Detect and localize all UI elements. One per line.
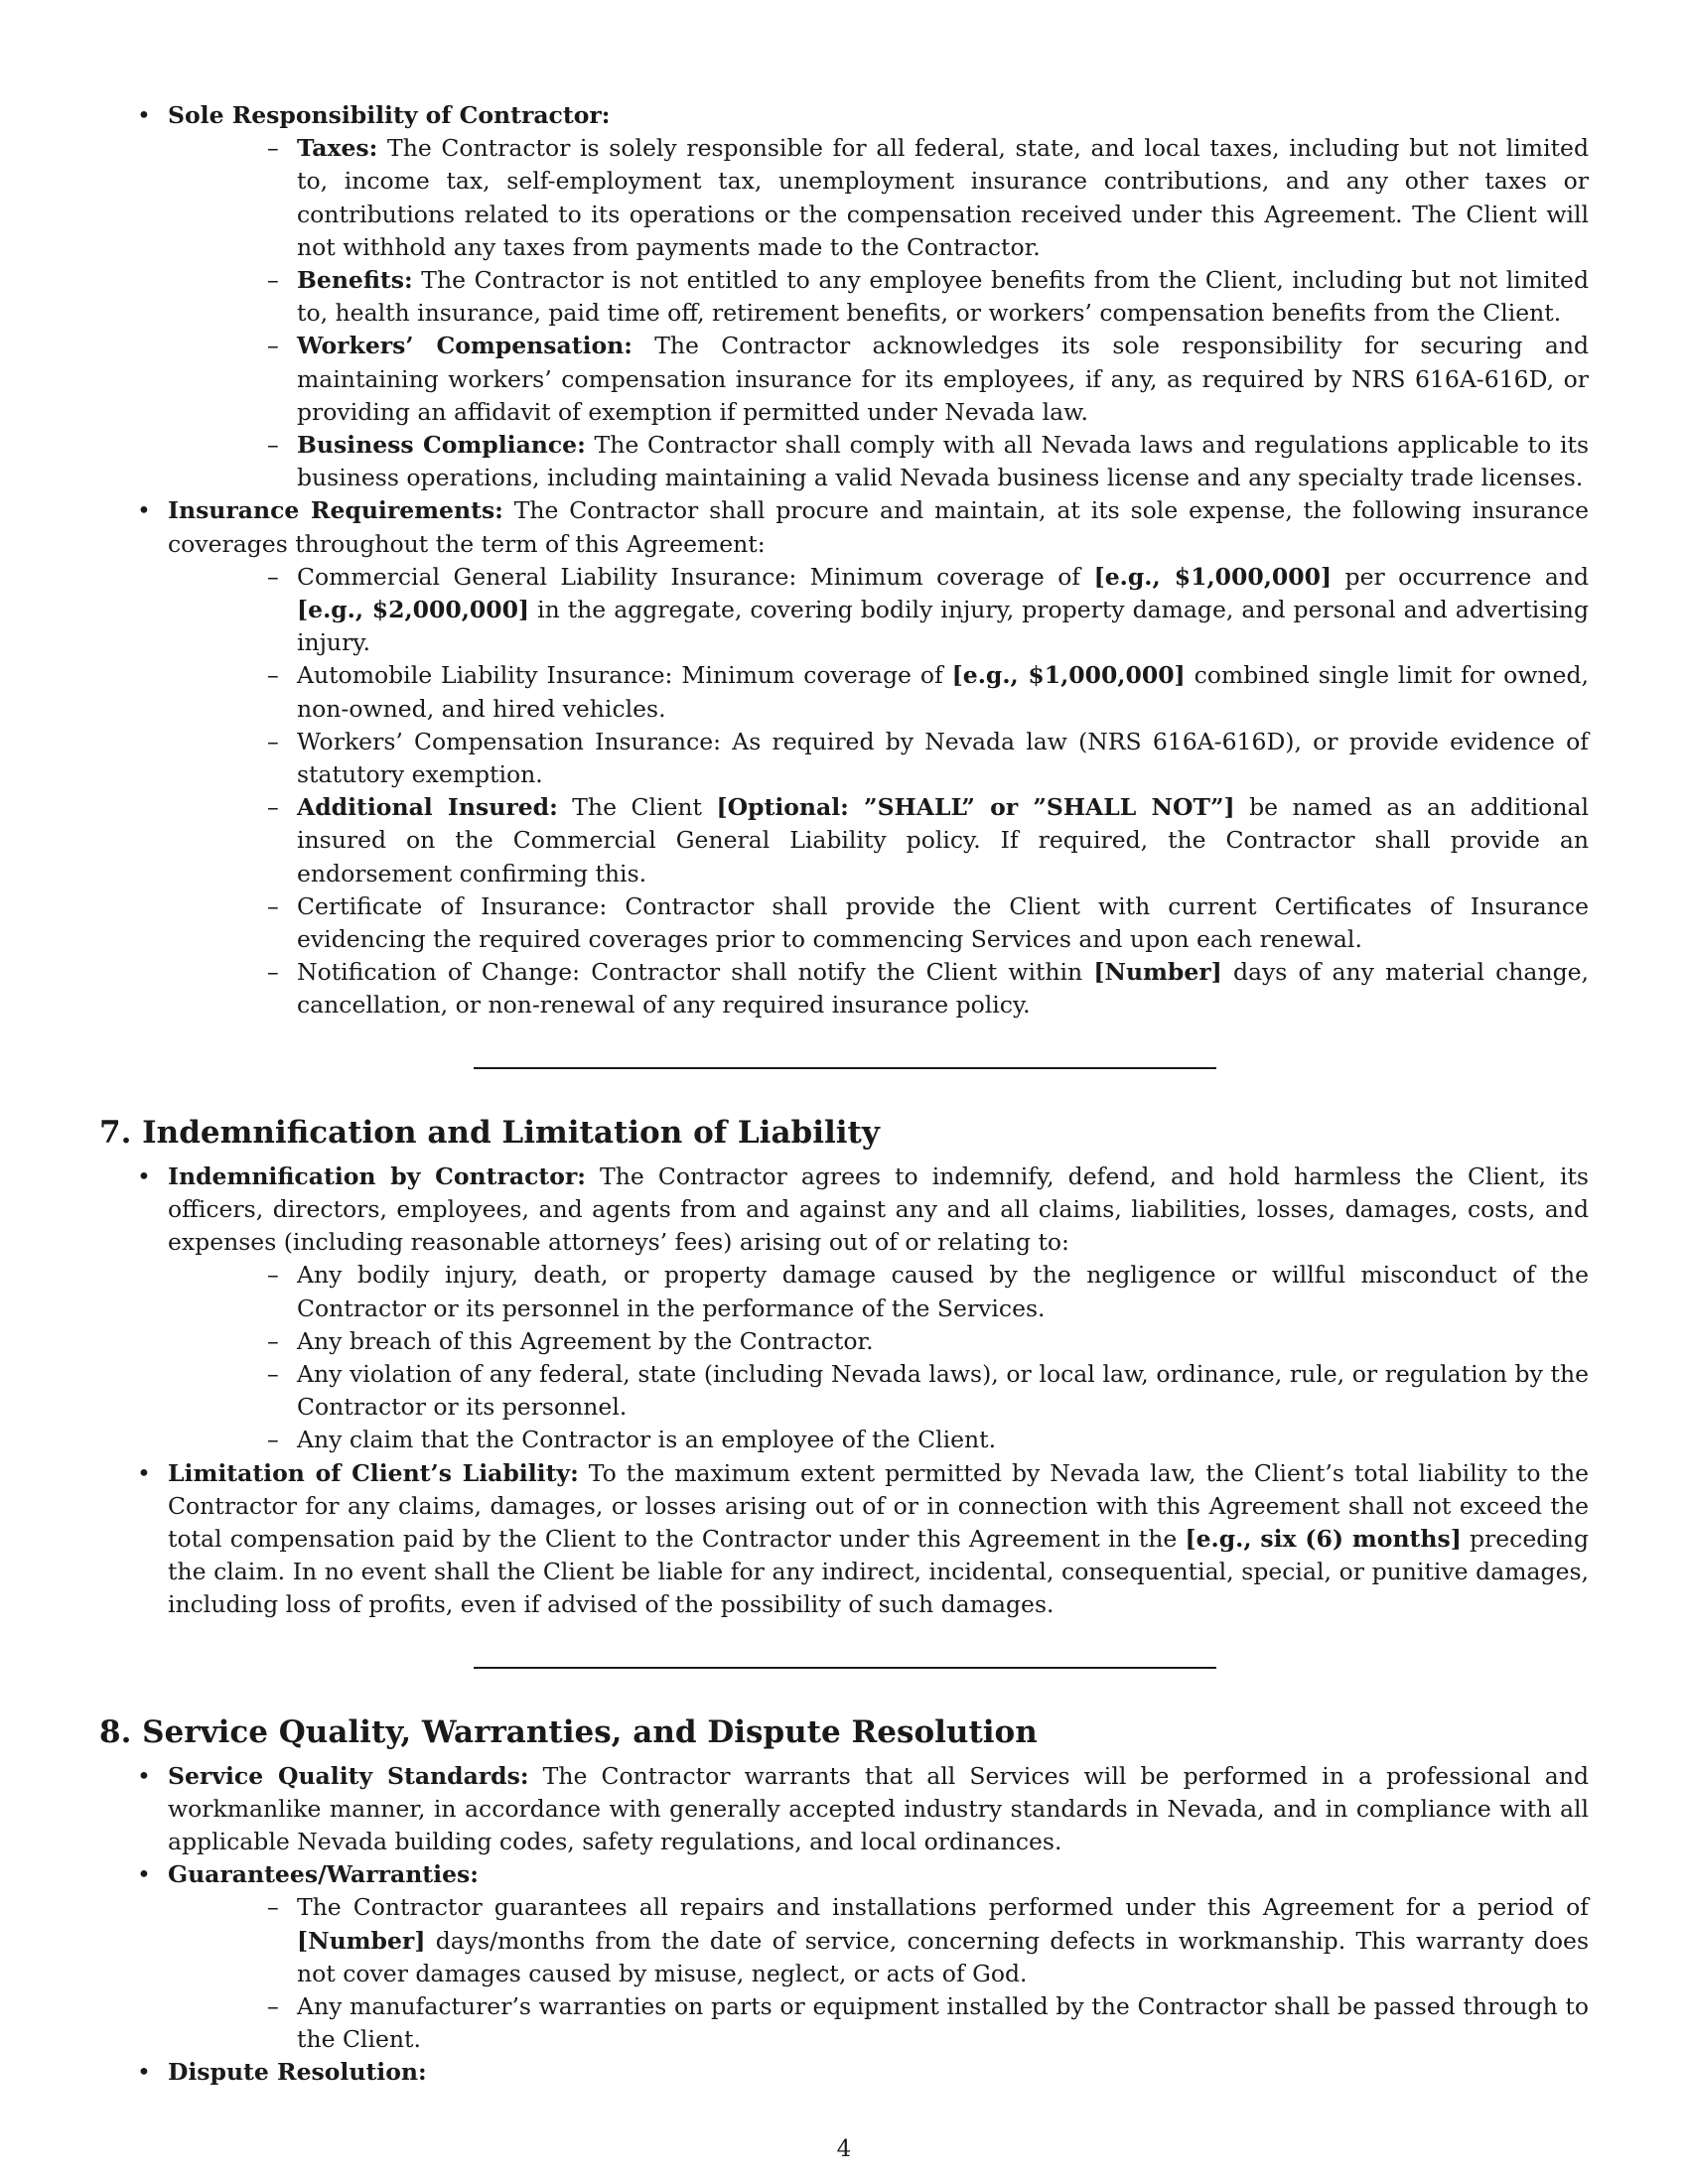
subitem-text: The Contractor shall comply with all Nevada laws and regulations applicable to its business operations, including maintaining a valid Nevada business license and any specialty trade licenses.	[297, 431, 1590, 492]
text-run: preceding the claim. In no event shall the Client be liable for any indirect, incidental, consequential, special, or punitive damages, including loss of profits, even if advised of the possibility of such damages.	[168, 1524, 1589, 1619]
horizontal-rule	[474, 1667, 1216, 1669]
text-run: days of any material change, cancellation, or non-renewal of any required insurance policy.	[297, 958, 1590, 1020]
text-run: per occurrence and	[1332, 562, 1590, 591]
item-text: The Contractor agrees to indemnify, defend, and hold harmless the Client, its officers, directors, employees, and agents from and against any and all claims, liabilities, losses, damages, costs, and expenses (including reasonable attorneys’ fees) arising out of or relating to:	[168, 1161, 1589, 1257]
item-lead: Dispute Resolution:	[168, 2058, 427, 2087]
placeholder-amount: [e.g., $1,000,000]	[951, 661, 1186, 690]
sublist	[168, 561, 1589, 1023]
section-divider	[99, 1023, 1589, 1113]
list-item-limitation-of-liability	[99, 1457, 1589, 1622]
subitem-indemn-4: – Any claim that the Contractor is an employee of the Client.	[168, 1424, 1589, 1456]
subitem-indemn-3: – Any violation of any federal, state (including Nevada laws), or local law, ordinance, rule, or regulation by the Contractor or its personnel.	[168, 1358, 1589, 1424]
section-8-list	[99, 1760, 1589, 2090]
item-lead: Insurance Requirements:	[168, 496, 503, 525]
page-number: 4	[836, 2136, 852, 2162]
list-item-sole-responsibility	[99, 99, 1589, 494]
text-run: The Contractor guarantees all repairs and installations performed under this Agreement for a period of	[297, 1893, 1589, 1922]
subitem-additional-insured	[168, 791, 1589, 890]
text-run: Automobile Liability Insurance: Minimum coverage of	[297, 661, 952, 690]
subitem-notification	[168, 956, 1589, 1022]
section-6-list	[99, 99, 1589, 1023]
subitem-indemn-1: – Any bodily injury, death, or property damage caused by the negligence or willful misconduct of the Contractor or its personnel in the performance of the Services.	[168, 1259, 1589, 1324]
subitem-text: The Contractor acknowledges its sole responsibility for securing and maintaining workers’ compensation insurance for its employees, if any, as required by NRS 616A-616D, or providing an affidavit of exemption if permitted under Nevada law.	[297, 332, 1590, 426]
list-item-insurance-requirements	[99, 494, 1589, 1022]
subitem-guarantee-period	[168, 1891, 1589, 1990]
subitem-manufacturer-warranty: – Any manufacturer’s warranties on parts or equipment installed by the Contractor shall be passed through to the Client.	[168, 1990, 1589, 2056]
placeholder-number: [Number]	[297, 1926, 426, 1955]
list-item-guarantees	[99, 1858, 1589, 2056]
section-heading-8: 8. Service Quality, Warranties, and Dispute Resolution	[99, 1713, 1038, 1750]
subitem-certificate: – Certificate of Insurance: Contractor shall provide the Client with current Certificates of Insurance evidencing the required coverages prior to commencing Services and upon each renewal.	[168, 890, 1589, 956]
section-heading-7: 7. Indemnification and Limitation of Liability	[99, 1114, 880, 1151]
subitem-workers-compensation	[168, 330, 1589, 429]
subitem-text: The Contractor is solely responsible for all federal, state, and local taxes, including but not limited to, income tax, self-employment tax, unemployment insurance contributions, and any other taxes or contributions related to its operations or the compensation received under this Agreement. The Client will not withhold any taxes from payments made to the Contractor.	[297, 134, 1589, 261]
item-lead: Guarantees/Warranties:	[168, 1860, 479, 1889]
text-run: be named as an additional insured on the Commercial General Liability policy. If required, the Contractor shall provide an endorsement confirming this.	[297, 793, 1589, 887]
section-7-list	[99, 1160, 1589, 1622]
subitem-lead: Taxes:	[297, 134, 378, 163]
subitem-indemn-2: – Any breach of this Agreement by the Contractor.	[168, 1325, 1589, 1358]
item-lead: Limitation of Client’s Liability:	[168, 1458, 579, 1487]
sublist	[168, 1259, 1589, 1456]
sublist	[168, 132, 1589, 494]
text-run: combined single limit for owned, non-owned, and hired vehicles.	[297, 661, 1589, 723]
section-divider	[99, 1622, 1589, 1712]
horizontal-rule	[474, 1067, 1216, 1069]
placeholder-amount: [e.g., $1,000,000]	[1093, 562, 1333, 591]
list-item-indemnification	[99, 1160, 1589, 1457]
text-run: The Client	[557, 793, 717, 822]
item-lead: Indemnification by Contractor:	[168, 1161, 586, 1190]
list-item-dispute-resolution	[99, 2056, 1589, 2089]
subitem-auto-insurance	[168, 659, 1589, 725]
subitem-wc-insurance: – Workers’ Compensation Insurance: As required by Nevada law (NRS 616A-616D), or provide evidence of statutory exemption.	[168, 726, 1589, 791]
subitem-benefits	[168, 264, 1589, 330]
text-run: Commercial General Liability Insurance: Minimum coverage of	[297, 562, 1094, 591]
subitem-cgl-insurance	[168, 561, 1589, 660]
subitem-lead: Benefits:	[297, 266, 413, 295]
subitem-business-compliance	[168, 429, 1589, 494]
item-text: The Contractor warrants that all Services will be performed in a professional and workmanlike manner, in accordance with generally accepted industry standards in Nevada, and in compliance with all applicable Nevada building codes, safety regulations, and local ordinances.	[168, 1761, 1589, 1855]
text-run: To the maximum extent permitted by Nevada law, the Client’s total liability to the Contractor for any claims, damages, or losses arising out of or in connection with this Agreement shall not exceed the total compensation paid by the Client to the Contractor under this Agreement in the	[168, 1458, 1589, 1553]
placeholder-amount: [e.g., $2,000,000]	[297, 596, 530, 624]
text-run: Notification of Change: Contractor shall notify the Client within	[297, 958, 1094, 987]
placeholder-option: [Optional: ”SHALL” or ”SHALL NOT”]	[716, 793, 1235, 822]
text-run: days/months from the date of service, concerning defects in workmanship. This warranty does not cover damages caused by misuse, neglect, or acts of God.	[297, 1926, 1589, 1987]
text-run: in the aggregate, covering bodily injury, property damage, and personal and advertising injury.	[297, 596, 1589, 657]
subitem-text: The Contractor is not entitled to any employee benefits from the Client, including but not limited to, health insurance, paid time off, retirement benefits, or workers’ compensation benefits from the Client.	[297, 266, 1589, 328]
list-item-service-quality	[99, 1760, 1589, 1859]
item-text: The Contractor shall procure and maintain, at its sole expense, the following insurance coverages throughout the term of this Agreement:	[168, 496, 1589, 558]
item-lead: Sole Responsibility of Contractor:	[168, 101, 611, 129]
subitem-lead: Business Compliance:	[297, 431, 586, 460]
item-lead: Service Quality Standards:	[168, 1761, 529, 1790]
subitem-lead: Additional Insured:	[297, 793, 558, 822]
placeholder-period: [e.g., six (6) months]	[1185, 1524, 1462, 1553]
document-page	[99, 99, 1589, 2124]
placeholder-number: [Number]	[1093, 958, 1222, 987]
subitem-lead: Workers’ Compensation:	[297, 332, 633, 360]
subitem-taxes	[168, 132, 1589, 264]
sublist	[168, 1891, 1589, 2056]
